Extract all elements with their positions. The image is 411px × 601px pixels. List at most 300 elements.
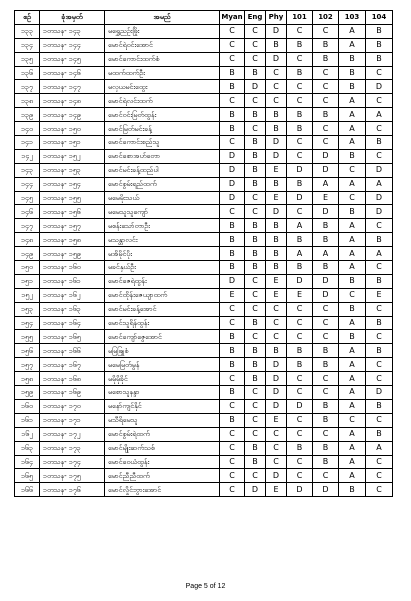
grade-104-cell: A — [366, 177, 393, 191]
serial-number-cell: ၁၅၇ — [15, 358, 40, 372]
table-row — [15, 413, 393, 427]
grade-102-cell: C — [313, 122, 339, 136]
myan-grade-cell: C — [220, 455, 245, 469]
serial-number-cell: ၁၆၅ — [15, 469, 40, 483]
myan-grade-cell: C — [220, 399, 245, 413]
grade-101-cell: E — [287, 288, 313, 302]
table-row — [15, 441, 393, 455]
eng-grade-cell: B — [245, 441, 266, 455]
grade-101-cell: B — [287, 177, 313, 191]
column-header: အမည် — [105, 11, 220, 25]
student-name-cell: မောင်ဝင်းမြတ်ထွန်း — [105, 108, 220, 122]
eng-grade-cell: C — [245, 52, 266, 66]
phy-grade-cell: C — [266, 316, 287, 330]
phy-grade-cell: B — [266, 261, 287, 275]
grade-101-cell: A — [287, 219, 313, 233]
eng-grade-cell: C — [245, 469, 266, 483]
student-name-cell: မောင်စောအဟ်တော — [105, 149, 220, 163]
student-name-cell: မောင်ညီညီထက် — [105, 469, 220, 483]
grade-101-cell: C — [287, 413, 313, 427]
column-header: ခုံအမှတ် — [40, 11, 105, 25]
page-number: Page 5 of 12 — [185, 583, 226, 590]
serial-number-cell: ၁၅၈ — [15, 372, 40, 386]
grade-104-cell: C — [366, 219, 393, 233]
myan-grade-cell: C — [220, 469, 245, 483]
grade-102-cell: C — [313, 94, 339, 108]
grade-102-cell: B — [313, 441, 339, 455]
seat-number-cell: ၁တသန- ၁၄၈ — [40, 94, 105, 108]
student-name-cell: မမေမိုးသယ် — [105, 191, 220, 205]
myan-grade-cell: C — [220, 302, 245, 316]
grade-103-cell: A — [339, 344, 366, 358]
seat-number-cell: ၁တသန- ၁၇၁ — [40, 413, 105, 427]
table-row — [15, 122, 393, 136]
grade-102-cell: B — [313, 455, 339, 469]
grade-101-cell: D — [287, 191, 313, 205]
seat-number-cell: ၁တသန- ၁၅၉ — [40, 247, 105, 261]
phy-grade-cell: E — [266, 413, 287, 427]
serial-number-cell: ၁၅၂ — [15, 288, 40, 302]
grade-104-cell: B — [366, 52, 393, 66]
phy-grade-cell: E — [266, 274, 287, 288]
grade-104-cell: B — [366, 274, 393, 288]
student-name-cell: မလှယမင်းထွေး — [105, 80, 220, 94]
grade-101-cell: B — [287, 66, 313, 80]
grade-103-cell: B — [339, 330, 366, 344]
grade-102-cell: C — [313, 302, 339, 316]
phy-grade-cell: C — [266, 302, 287, 316]
myan-grade-cell: C — [220, 427, 245, 441]
grade-101-cell: C — [287, 80, 313, 94]
phy-grade-cell: B — [266, 219, 287, 233]
grade-101-cell: C — [287, 205, 313, 219]
grade-104-cell: C — [366, 149, 393, 163]
myan-grade-cell: E — [220, 288, 245, 302]
grade-103-cell: A — [339, 233, 366, 247]
student-name-cell: မသန္တာလင်း — [105, 233, 220, 247]
eng-grade-cell: B — [245, 219, 266, 233]
myan-grade-cell: D — [220, 274, 245, 288]
seat-number-cell: ၁တသန- ၁၅၄ — [40, 177, 105, 191]
serial-number-cell: ၁၄၅ — [15, 191, 40, 205]
grade-103-cell: A — [339, 441, 366, 455]
myan-grade-cell: D — [220, 149, 245, 163]
grade-101-cell: C — [287, 427, 313, 441]
myan-grade-cell: C — [220, 94, 245, 108]
table-row — [15, 261, 393, 275]
student-name-cell: မစန်းသော်တာဦး — [105, 219, 220, 233]
student-name-cell: မောင်ဝေယံထွန်း — [105, 455, 220, 469]
grade-104-cell: B — [366, 38, 393, 52]
eng-grade-cell: B — [245, 233, 266, 247]
serial-number-cell: ၁၅၆ — [15, 344, 40, 358]
myan-grade-cell: C — [220, 136, 245, 150]
phy-grade-cell: E — [266, 288, 287, 302]
myan-grade-cell: C — [220, 52, 245, 66]
grade-103-cell: A — [339, 247, 366, 261]
grade-101-cell: B — [287, 261, 313, 275]
seat-number-cell: ၁တသန- ၁၅၂ — [40, 149, 105, 163]
table-row — [15, 469, 393, 483]
student-name-cell: မနော်ကျင်နိုင် — [105, 399, 220, 413]
grade-104-cell: C — [366, 469, 393, 483]
grade-101-cell: C — [287, 136, 313, 150]
student-name-cell: မသီရိမေသူ — [105, 413, 220, 427]
seat-number-cell: ၁တသန- ၁၆၈ — [40, 372, 105, 386]
grade-103-cell: A — [339, 455, 366, 469]
grade-103-cell: B — [339, 483, 366, 497]
myan-grade-cell: B — [220, 247, 245, 261]
grade-103-cell: A — [339, 358, 366, 372]
phy-grade-cell: D — [266, 358, 287, 372]
seat-number-cell: ၁တသန- ၁၄၇ — [40, 80, 105, 94]
phy-grade-cell: C — [266, 330, 287, 344]
myan-grade-cell: B — [220, 122, 245, 136]
student-name-cell: မောင်မင်းခန့်အောင် — [105, 302, 220, 316]
column-header: 104 — [366, 11, 393, 25]
student-name-cell: မောင်ကျော်ဇွေအောင် — [105, 330, 220, 344]
serial-number-cell: ၁၅၁ — [15, 274, 40, 288]
table-row — [15, 302, 393, 316]
grade-104-cell: D — [366, 191, 393, 205]
serial-number-cell: ၁၆၁ — [15, 413, 40, 427]
grade-102-cell: D — [313, 274, 339, 288]
seat-number-cell: ၁တသန- ၁၄၃ — [40, 24, 105, 38]
student-name-cell: မောင်မျိုးဆက်သစ် — [105, 441, 220, 455]
grade-103-cell: A — [339, 122, 366, 136]
seat-number-cell: ၁တသန- ၁၆၀ — [40, 261, 105, 275]
grade-102-cell: C — [313, 66, 339, 80]
grade-102-cell: D — [313, 205, 339, 219]
grade-104-cell: B — [366, 233, 393, 247]
table-row — [15, 177, 393, 191]
table-row — [15, 386, 393, 400]
grade-101-cell: C — [287, 52, 313, 66]
grade-101-cell: D — [287, 399, 313, 413]
serial-number-cell: ၁၃၇ — [15, 80, 40, 94]
phy-grade-cell: B — [266, 108, 287, 122]
grade-102-cell: D — [313, 483, 339, 497]
grade-101-cell: B — [287, 38, 313, 52]
grade-102-cell: C — [313, 24, 339, 38]
student-name-cell: မမေသူသူကျော် — [105, 205, 220, 219]
serial-number-cell: ၁၅၄ — [15, 316, 40, 330]
grade-104-cell: A — [366, 441, 393, 455]
myan-grade-cell: C — [220, 38, 245, 52]
column-header: 102 — [313, 11, 339, 25]
serial-number-cell: ၁၄၆ — [15, 205, 40, 219]
student-name-cell: မောင်စွမ်းရည်ထက် — [105, 177, 220, 191]
phy-grade-cell: E — [266, 483, 287, 497]
grade-101-cell: C — [287, 24, 313, 38]
grade-104-cell: B — [366, 344, 393, 358]
student-name-cell: မောင်လှိုင်ဘွားအောင် — [105, 483, 220, 497]
seat-number-cell: ၁တသန- ၁၄၄ — [40, 38, 105, 52]
eng-grade-cell: B — [245, 66, 266, 80]
grade-102-cell: C — [313, 469, 339, 483]
serial-number-cell: ၁၅၅ — [15, 330, 40, 344]
serial-number-cell: ၁၄၄ — [15, 177, 40, 191]
eng-grade-cell: B — [245, 455, 266, 469]
student-name-cell: မမြဖြူစံ — [105, 344, 220, 358]
table-row — [15, 288, 393, 302]
grade-102-cell: D — [313, 163, 339, 177]
grade-103-cell: B — [339, 302, 366, 316]
grade-102-cell: A — [313, 177, 339, 191]
phy-grade-cell: D — [266, 469, 287, 483]
eng-grade-cell: B — [245, 247, 266, 261]
grade-103-cell: A — [339, 427, 366, 441]
grade-102-cell: A — [313, 247, 339, 261]
grade-102-cell: C — [313, 136, 339, 150]
grade-104-cell: C — [366, 302, 393, 316]
table-row — [15, 108, 393, 122]
serial-number-cell: ၁၆၄ — [15, 455, 40, 469]
myan-grade-cell: D — [220, 177, 245, 191]
grade-101-cell: C — [287, 302, 313, 316]
student-name-cell: မောင်ဇေရဲထွန်း — [105, 274, 220, 288]
grade-101-cell: B — [287, 441, 313, 455]
grade-104-cell: C — [366, 483, 393, 497]
seat-number-cell: ၁တသန- ၁၅၀ — [40, 122, 105, 136]
table-row — [15, 316, 393, 330]
phy-grade-cell: C — [266, 455, 287, 469]
serial-number-cell: ၁၄၈ — [15, 233, 40, 247]
serial-number-cell: ၁၄၂ — [15, 149, 40, 163]
myan-grade-cell: B — [220, 108, 245, 122]
table-row — [15, 330, 393, 344]
phy-grade-cell: B — [266, 233, 287, 247]
grade-103-cell: A — [339, 108, 366, 122]
phy-grade-cell: C — [266, 94, 287, 108]
phy-grade-cell: D — [266, 136, 287, 150]
student-name-cell: မောင်ကောင်းစည်သူ — [105, 136, 220, 150]
table-row — [15, 24, 393, 38]
grade-104-cell: D — [366, 205, 393, 219]
grade-101-cell: B — [287, 344, 313, 358]
myan-grade-cell: B — [220, 330, 245, 344]
grade-103-cell: A — [339, 386, 366, 400]
grade-103-cell: A — [339, 469, 366, 483]
serial-number-cell: ၁၃၆ — [15, 66, 40, 80]
serial-number-cell: ၁၆၃ — [15, 441, 40, 455]
serial-number-cell: ၁၆၂ — [15, 427, 40, 441]
grade-104-cell: C — [366, 413, 393, 427]
eng-grade-cell: C — [245, 399, 266, 413]
table-row — [15, 233, 393, 247]
myan-grade-cell: B — [220, 261, 245, 275]
grade-103-cell: C — [339, 288, 366, 302]
grade-101-cell: C — [287, 94, 313, 108]
grade-104-cell: D — [366, 163, 393, 177]
grade-104-cell: C — [366, 122, 393, 136]
seat-number-cell: ၁တသန- ၁၆၁ — [40, 274, 105, 288]
grade-103-cell: C — [339, 413, 366, 427]
serial-number-cell: ၁၄၁ — [15, 136, 40, 150]
grade-101-cell: C — [287, 386, 313, 400]
student-name-cell: မမေမြတ်မွန် — [105, 358, 220, 372]
grade-104-cell: C — [366, 94, 393, 108]
serial-number-cell: ၁၅၀ — [15, 261, 40, 275]
table-row — [15, 94, 393, 108]
myan-grade-cell: C — [220, 372, 245, 386]
phy-grade-cell: C — [266, 66, 287, 80]
grade-102-cell: B — [313, 413, 339, 427]
eng-grade-cell: C — [245, 427, 266, 441]
seat-number-cell: ၁တသန- ၁၇၄ — [40, 455, 105, 469]
seat-number-cell: ၁တသန- ၁၄၆ — [40, 66, 105, 80]
table-row — [15, 66, 393, 80]
seat-number-cell: ၁တသန- ၁၆၂ — [40, 288, 105, 302]
table-row — [15, 274, 393, 288]
eng-grade-cell: C — [245, 94, 266, 108]
grade-101-cell: B — [287, 233, 313, 247]
grade-103-cell: A — [339, 399, 366, 413]
grade-102-cell: B — [313, 358, 339, 372]
phy-grade-cell: D — [266, 149, 287, 163]
grade-104-cell: A — [366, 247, 393, 261]
grade-104-cell: C — [366, 455, 393, 469]
table-row — [15, 52, 393, 66]
student-name-cell: မရွှေညဉ်းဖြိုး — [105, 24, 220, 38]
grade-104-cell: C — [366, 358, 393, 372]
table-row — [15, 191, 393, 205]
table-row — [15, 344, 393, 358]
phy-grade-cell: D — [266, 372, 287, 386]
eng-grade-cell: C — [245, 413, 266, 427]
grade-102-cell: C — [313, 372, 339, 386]
phy-grade-cell: E — [266, 191, 287, 205]
grade-104-cell: A — [366, 108, 393, 122]
grade-102-cell: C — [313, 427, 339, 441]
grade-101-cell: C — [287, 455, 313, 469]
results-table — [14, 10, 393, 497]
phy-grade-cell: B — [266, 177, 287, 191]
grade-104-cell: C — [366, 372, 393, 386]
table-row — [15, 219, 393, 233]
student-name-cell: မောင်ကောင်းထက်စံ — [105, 52, 220, 66]
seat-number-cell: ၁တသန- ၁၇၂ — [40, 427, 105, 441]
seat-number-cell: ၁တသန- ၁၇၃ — [40, 441, 105, 455]
grade-103-cell: A — [339, 261, 366, 275]
grade-102-cell: B — [313, 261, 339, 275]
grade-101-cell: B — [287, 358, 313, 372]
seat-number-cell: ၁တသန- ၁၄၅ — [40, 52, 105, 66]
seat-number-cell: ၁တသန- ၁၆၆ — [40, 344, 105, 358]
eng-grade-cell: B — [245, 108, 266, 122]
grade-102-cell: C — [313, 330, 339, 344]
student-name-cell: မောင်မင်းခန့်ထည်ပါ — [105, 163, 220, 177]
myan-grade-cell: C — [220, 316, 245, 330]
phy-grade-cell: C — [266, 427, 287, 441]
student-name-cell: မောင်ထိုန်းဇေယျာထက် — [105, 288, 220, 302]
seat-number-cell: ၁တသန- ၁၅၃ — [40, 163, 105, 177]
serial-number-cell: ၁၃၉ — [15, 108, 40, 122]
phy-grade-cell: D — [266, 205, 287, 219]
phy-grade-cell: D — [266, 52, 287, 66]
grade-102-cell: C — [313, 316, 339, 330]
student-name-cell: မမိုမိုခိုင် — [105, 372, 220, 386]
phy-grade-cell: B — [266, 344, 287, 358]
myan-grade-cell: D — [220, 163, 245, 177]
eng-grade-cell: B — [245, 358, 266, 372]
student-name-cell: မအိမိုင်ပိုး — [105, 247, 220, 261]
grade-103-cell: A — [339, 24, 366, 38]
grade-102-cell: B — [313, 219, 339, 233]
myan-grade-cell: D — [220, 191, 245, 205]
column-header: Phy — [266, 11, 287, 25]
grade-104-cell: B — [366, 427, 393, 441]
grade-104-cell: E — [366, 288, 393, 302]
seat-number-cell: ၁တသန- ၁၄၉ — [40, 108, 105, 122]
serial-number-cell: ၁၅၉ — [15, 386, 40, 400]
eng-grade-cell: C — [245, 302, 266, 316]
eng-grade-cell: D — [245, 80, 266, 94]
grade-103-cell: A — [339, 136, 366, 150]
grade-104-cell: B — [366, 24, 393, 38]
table-row — [15, 399, 393, 413]
eng-grade-cell: B — [245, 261, 266, 275]
column-header: Myan — [220, 11, 245, 25]
phy-grade-cell: B — [266, 247, 287, 261]
grade-103-cell: B — [339, 149, 366, 163]
grade-104-cell: B — [366, 399, 393, 413]
serial-number-cell: ၁၃၄ — [15, 38, 40, 52]
student-name-cell: မောင်ရဲလင်းထက် — [105, 94, 220, 108]
phy-grade-cell: D — [266, 386, 287, 400]
grade-101-cell: A — [287, 247, 313, 261]
myan-grade-cell: C — [220, 441, 245, 455]
eng-grade-cell: B — [245, 177, 266, 191]
eng-grade-cell: C — [245, 38, 266, 52]
header-row — [15, 11, 393, 25]
myan-grade-cell: B — [220, 413, 245, 427]
eng-grade-cell: B — [245, 163, 266, 177]
grade-103-cell: B — [339, 205, 366, 219]
grade-101-cell: B — [287, 122, 313, 136]
grade-104-cell: D — [366, 80, 393, 94]
eng-grade-cell: B — [245, 316, 266, 330]
grade-103-cell: B — [339, 66, 366, 80]
student-name-cell: မခင်နှယ်ဦး — [105, 261, 220, 275]
phy-grade-cell: C — [266, 80, 287, 94]
grade-103-cell: A — [339, 316, 366, 330]
student-name-cell: မထက်ထက်ဦး — [105, 66, 220, 80]
grade-101-cell: D — [287, 274, 313, 288]
eng-grade-cell: C — [245, 386, 266, 400]
grade-101-cell: C — [287, 372, 313, 386]
table-row — [15, 80, 393, 94]
grade-103-cell: B — [339, 52, 366, 66]
seat-number-cell: ၁တသန- ၁၅၈ — [40, 233, 105, 247]
grade-102-cell: C — [313, 80, 339, 94]
serial-number-cell: ၁၃၃ — [15, 24, 40, 38]
seat-number-cell: ၁တသန- ၁၆၅ — [40, 330, 105, 344]
myan-grade-cell: C — [220, 24, 245, 38]
grade-102-cell: B — [313, 344, 339, 358]
table-row — [15, 427, 393, 441]
phy-grade-cell: B — [266, 38, 287, 52]
grade-101-cell: C — [287, 149, 313, 163]
serial-number-cell: ၁၆၆ — [15, 483, 40, 497]
eng-grade-cell: B — [245, 344, 266, 358]
grade-102-cell: D — [313, 149, 339, 163]
table-row — [15, 358, 393, 372]
seat-number-cell: ၁တသန- ၁၆၄ — [40, 316, 105, 330]
table-row — [15, 455, 393, 469]
grade-103-cell: C — [339, 191, 366, 205]
serial-number-cell: ၁၆၀ — [15, 399, 40, 413]
